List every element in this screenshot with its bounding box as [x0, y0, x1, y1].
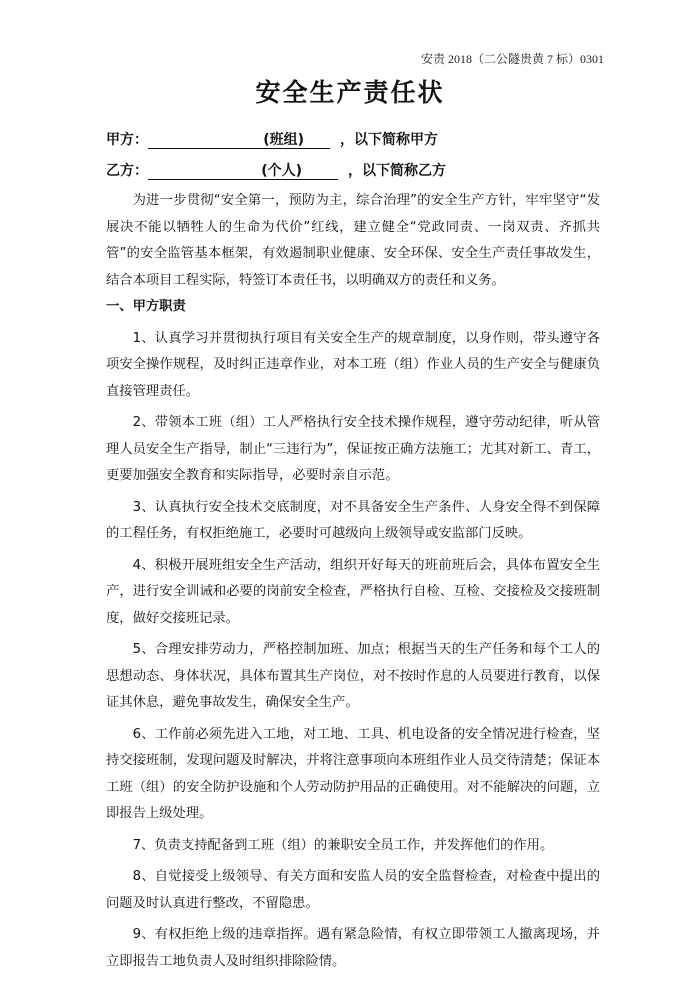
- duty-item: 7、负责支持配备到工班（组）的兼职安全员工作，并发挥他们的作用。: [132, 837, 554, 853]
- document-body: [106, 188, 600, 975]
- party-a-blank: [148, 130, 330, 149]
- intro-paragraph: 为进一步贯彻“安全第一，预防为主，综合治理”的安全生产方针，牢牢坚守“发展决不能以牺牲人的生命为代价”红线，建立健全“党政同责、一岗双责、齐抓共管”的安全监管基本框架，有效遏制职业健康、安全环保、安全生产责任事故发生，结合本项目工程实际，特签订本责任书，以明确双方的责任和义务。: [106, 193, 600, 288]
- party-b-line: [106, 161, 446, 181]
- duty-item: 4、积极开展班组安全生产活动，组织开好每天的班前班后会，具体布置安全生产，进行安全训诫和必要的岗前安全检查，严格执行自检、互检、交接检及交接班制度，做好交接班记录。: [106, 557, 600, 626]
- duty-item: 9、有权拒绝上级的违章指挥。遇有紧急险情，有权立即带领工人撤离现场，并立即报告工地负责人及时组织排除险情。: [106, 927, 600, 969]
- section-heading: 一、甲方职责: [106, 299, 186, 314]
- document-title: 安全生产责任状: [255, 78, 445, 107]
- duty-item: 5、合理安排劳动力，严格控制加班、加点；根据当天的生产任务和每个工人的思想动态、身体状况，具体布置其生产岗位，对不按时作息的人员要进行教育，以保证其休息，避免事故发生，确保安全生产。: [106, 642, 600, 710]
- party-b-blank: [148, 161, 338, 180]
- party-a-label: 甲方：: [106, 132, 148, 148]
- party-a-line: [106, 130, 438, 150]
- duty-item: 8、自觉接受上级领导、有关方面和安监人员的安全监督检查，对检查中提出的问题及时认真进行整改，不留隐患。: [106, 869, 600, 911]
- party-b-unit: (个人): [261, 163, 302, 179]
- party-a-suffix: ，以下简称甲方: [340, 132, 438, 148]
- duty-item: 1、认真学习并贯彻执行项目有关安全生产的规章制度，以身作则，带头遵守各项安全操作规程，及时纠正违章作业，对本工班（组）作业人员的生产安全与健康负直接管理责任。: [106, 330, 600, 399]
- party-b-suffix: ，以下简称乙方: [348, 163, 446, 179]
- party-a-unit: (班组): [263, 132, 304, 148]
- duty-item: 2、带领本工班（组）工人严格执行安全技术操作规程，遵守劳动纪律，听从管理人员安全生产指导，制止“三违行为”，保证按正确方法施工；尤其对新工、青工，更要加强安全教育和实际指导，必要时亲自示范。: [106, 415, 600, 483]
- document-code: 安责 2018（二公隧贵黄 7 标）0301: [420, 52, 604, 66]
- duty-item: 3、认真执行安全技术交底制度，对不具备安全生产条件、人身安全得不到保障的工程任务，有权拒绝施工，必要时可越级向上级领导或安监部门反映。: [106, 499, 600, 541]
- duty-item: 6、工作前必须先进入工地，对工地、工具、机电设备的安全情况进行检查，坚持交接班制，发现问题及时解决，并将注意事项向本班组作业人员交待清楚；保证本工班（组）的安全防护设施和个人劳动防护用品的正确使用。对不能解决的问题，立即报告上级处理。: [106, 726, 600, 821]
- party-b-label: 乙方：: [106, 163, 148, 179]
